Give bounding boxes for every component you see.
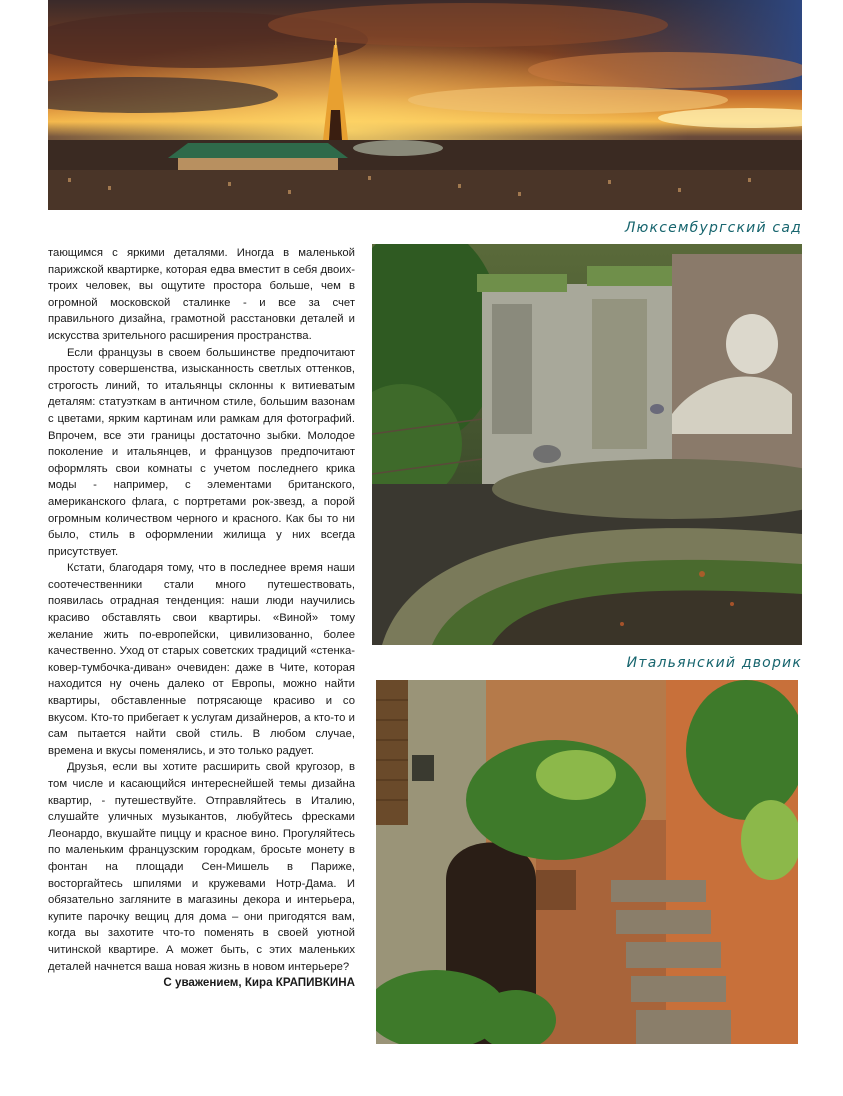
medici-fountain-illustration bbox=[372, 244, 802, 645]
author-signature: С уважением, Кира КРАПИВКИНА bbox=[163, 976, 355, 990]
article-body bbox=[48, 245, 355, 992]
article-paragraph: Кстати, благодаря тому, что в последнее время наши соотечественники стали много путешествовать, появилась отрадная тенденция: наши люди научились красиво обставлять свои квартиры. «Виной» тому желание жить по-европейски, цивилизованно, более качественно. Уход от старых советских традиций «стенка-ковер-тумбочка-диван» очевиден: даже в Чите, которая находится ну очень далеко от Европы, можно найти квартиры, обставленные потрясающе красиво и со вкусом. Кто-то прибегает к услугам дизайнеров, а кто-то и сам пытается найти свой стиль. В любом случае, времена и вкусы поменялись, и это только радует. bbox=[48, 562, 355, 757]
article-paragraph: тающимся с яркими деталями. Иногда в маленькой парижской квартирке, которая едва вместит в себя двоих-троих человек, вы ощутите простора больше, чем в огромной московской сталинке - и все за счет правильного дизайна, грамотной расстановки деталей и искусства зрительного расширения пространства. bbox=[48, 247, 355, 342]
paris-sunset-illustration bbox=[48, 0, 802, 210]
article-paragraph: Друзья, если вы хотите расширить свой кругозор, в том числе и касающийся интереснейшей темы дизайна квартир, - путешествуйте. Отправляйтесь в Италию, слушайте уличных музыкантов, любуйтесь фресками Леонардо, вкушайте пиццу и красное вино. Прогуляйтесь по маленьким французским городкам, бросьте монету в фонтан на площади Сен-Мишель в Париже, восторгайтесь шпилями и кружевами Нотр-Дама. И обязательно загляните в магазины декора и интерьера, купите парочку вещиц для дома – они пригодятся вам, когда вы захотите что-то поменять в своей уютной читинской квартире. А может быть, с этих маленьких деталей начнется ваша новая жизнь в новом интерьере? bbox=[48, 761, 355, 973]
italian-courtyard-illustration bbox=[376, 680, 798, 1044]
photo-caption-italian: Итальянский дворик bbox=[626, 655, 802, 671]
paris-sunset-photo bbox=[48, 0, 802, 210]
italian-courtyard-photo bbox=[376, 680, 798, 1044]
luxembourg-garden-photo bbox=[372, 244, 802, 645]
photo-caption-luxembourg: Люксембургский сад bbox=[624, 220, 802, 236]
article-paragraph: Если французы в своем большинстве предпочитают простоту совершенства, изысканность светлых оттенков, строгость линий, то итальянцы склонны к витиеватым деталям: статуэткам в античном стиле, большим вазонам с цветами, ярким картинам или рамкам для фотографий. Впрочем, все эти границы достаточно зыбки. Молодое поколение и итальянцев, и французов предпочитают оформлять свои комнаты с учетом последнего крика моды - например, с элементами британского, американского флага, с портретами рок-звезд, а порой огромным количеством черного и красного. Как бы то ни было, стиль в оформлении жилища у них всегда присутствует. bbox=[48, 346, 355, 558]
